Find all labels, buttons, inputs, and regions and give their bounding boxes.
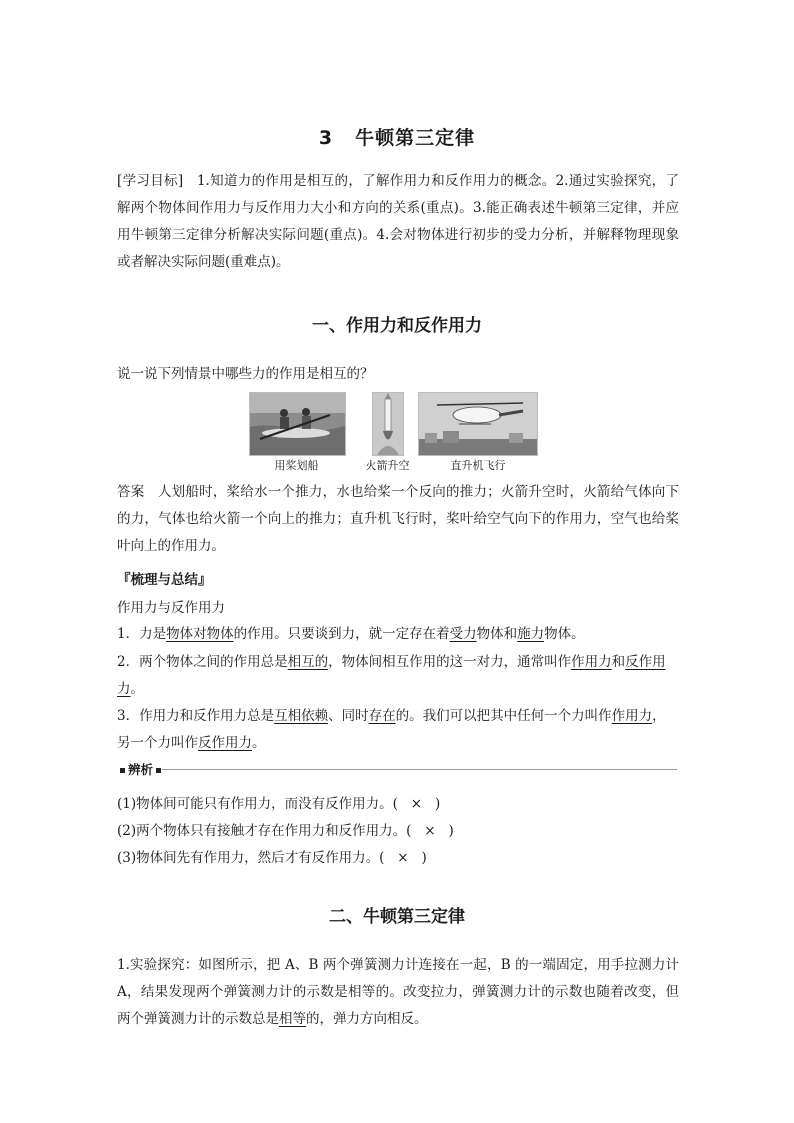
lesson-number: 3 (318, 127, 334, 149)
question-text: 说一说下列情景中哪些力的作用是相互的？ (117, 366, 374, 382)
summary-item-3-cont: 另一个力叫作反作用力。 (117, 735, 266, 751)
caption-rowing: 用桨划船 (274, 459, 319, 472)
analysis-divider (162, 769, 677, 770)
experiment-text: 1.实验探究：如图所示，把 A、B 两个弹簧测力计连接在一起，B 的一端固定，用手拉测力计 A，结果发现两个弹簧测力计的示数是相等的。改变拉力，弹簧测力计的示数也随着改变，但两个弹簧测力计的示数总是相等的，弹力方向相反。 (117, 957, 679, 1027)
section2-heading: 二、牛顿第三定律 (329, 907, 465, 927)
summary-item-3: 3．作用力和反作用力总是互相依赖、同时存在的。我们可以把其中任何一个力叫作作用力， (117, 708, 666, 724)
rocket-photo (372, 392, 404, 456)
summary-item-1: 1．力是物体对物体的作用。只要谈到力，就一定存在着受力物体和施力物体。 (117, 626, 585, 642)
lesson-title: 牛顿第三定律 (355, 127, 476, 149)
rowing-photo (249, 392, 346, 456)
judgement-1: (1)物体间可能只有作用力，而没有反作用力。( × ) (117, 796, 441, 812)
summary-item-2-cont: 力。 (117, 681, 144, 697)
judgement-2: (2)两个物体只有接触才存在作用力和反作用力。( × ) (117, 823, 454, 839)
summary-item-2: 2．两个物体之间的作用总是相互的，物体间相互作用的这一对力，通常叫作作用力和反作用 (117, 654, 666, 670)
square-bullet-icon (156, 768, 161, 773)
judgement-3: (3)物体间先有作用力，然后才有反作用力。( × ) (117, 850, 427, 866)
section1-heading: 一、作用力和反作用力 (312, 316, 482, 336)
learning-objectives: [学习目标] 1.知道力的作用是相互的，了解作用力和反作用力的概念。2.通过实验探究，了解两个物体间作用力与反作用力大小和方向的关系(重点)。3.能正确表述牛顿第三定律，并应用牛顿第三定律分析解决实际问题(重点)。4.会对物体进行初步的受力分析，并解释物理现象或者解决实际问题(重难点)。 (117, 173, 679, 270)
summary-title: 作用力与反作用力 (117, 600, 225, 616)
square-bullet-icon (120, 768, 125, 773)
summary-label: 『梳理与总结』 (117, 572, 212, 588)
helicopter-photo (418, 392, 538, 456)
page-title (0, 123, 794, 150)
caption-helicopter: 直升机飞行 (450, 459, 506, 472)
analysis-label: 辨析 (117, 760, 164, 778)
caption-rocket: 火箭升空 (365, 459, 410, 472)
answer-text: 答案 人划船时，桨给水一个推力，水也给桨一个反向的推力；火箭升空时，火箭给气体向下的力，气体也给火箭一个向上的推力；直升机飞行时，桨叶给空气向下的作用力，空气也给桨叶向上的作用力。 (117, 484, 679, 554)
